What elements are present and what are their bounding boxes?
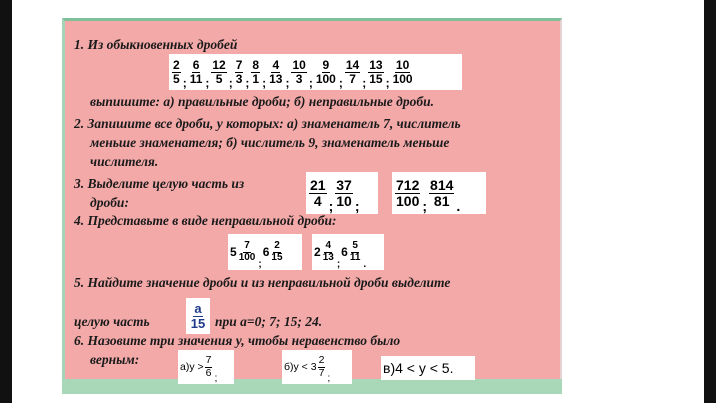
right-black-border: [704, 0, 716, 403]
fraction: $\frac{4}{13}$: [322, 240, 334, 263]
fraction: $\frac{10}{100}$: [392, 57, 413, 86]
fraction: $\frac{6}{11}$: [189, 57, 203, 86]
fraction: $\frac{7}{3}$: [235, 57, 243, 86]
fraction: $\frac{a}{15}$: [190, 300, 206, 331]
fraction: $\frac{2}{7}$: [318, 354, 325, 379]
task-6-line-1: 6. Назовите три значения y, чтобы неравенство было: [74, 333, 401, 348]
task-1-fraction-list: $\frac{2}{5}$ ; $\frac{6}{11}$ ; $\frac{12}{5}$ ; $\frac{7}{3}$ ; $\frac{8}{1}$ ; $\frac{4}{13}$ ; $\frac{10}{3}$ ; $\frac{9}{100}$ ; $\frac{14}{7}$ ; $\frac{13}{15}$ ; $\frac{10}{100}$: [169, 54, 462, 90]
fraction: $\frac{12}{5}$: [212, 57, 226, 86]
fraction: $\frac{9}{100}$: [315, 57, 336, 86]
fraction: $\frac{2}{15}$: [271, 240, 283, 263]
task-6-option-c: в)4 < y < 5.: [381, 356, 475, 380]
task-6-option-b: б)y < 3 $\frac{2}{7}$ ;: [282, 350, 352, 384]
fraction: $\frac{4}{13}$: [269, 57, 283, 86]
fraction: $\frac{7}{6}$: [205, 354, 212, 379]
task-4-text: 4. Представьте в виде неправильной дроби:: [74, 213, 337, 228]
fraction: $\frac{814}{81}$: [430, 176, 454, 209]
fraction: $\frac{8}{1}$: [252, 57, 260, 86]
fraction: $\frac{37}{10}$: [336, 176, 352, 209]
task-3-fraction-group-1: $\frac{21}{4}$ ; $\frac{37}{10}$ ;: [306, 172, 378, 214]
fraction: $\frac{7}{100}$: [238, 240, 256, 263]
task-4-mixed-group-1: 5 $\frac{7}{100}$ ; 6 $\frac{2}{15}$: [228, 234, 302, 270]
task-6-line-2: верным:: [90, 352, 140, 367]
task-1-instruction: выпишите: а) правильные дроби; б) неправильные дроби.: [90, 94, 434, 109]
fraction: $\frac{10}{3}$: [292, 57, 306, 86]
task-4-mixed-group-2: 2 $\frac{4}{13}$ ; 6 $\frac{5}{11}$ .: [312, 234, 384, 270]
task-5-line-1: 5. Найдите значение дроби и из неправильной дроби выделите: [74, 275, 451, 290]
task-6-option-a: а)y > $\frac{7}{6}$ ;: [178, 350, 234, 384]
fraction: $\frac{14}{7}$: [345, 57, 360, 86]
fraction: $\frac{2}{5}$: [173, 57, 180, 86]
fraction: $\frac{5}{11}$: [349, 240, 361, 263]
fraction: $\frac{712}{100}$: [396, 176, 420, 209]
fraction: $\frac{13}{15}$: [369, 57, 383, 86]
left-black-border: [0, 0, 12, 403]
task-3-line-1: 3. Выделите целую часть из: [74, 176, 245, 191]
task-3-fraction-group-2: $\frac{712}{100}$ ; $\frac{814}{81}$ .: [392, 172, 486, 214]
task-5-line-2-end: при a=0; 7; 15; 24.: [215, 314, 323, 329]
task-5-line-2-start: целую часть: [74, 314, 150, 329]
task-1-intro: 1. Из обыкновенных дробей: [74, 37, 238, 52]
task-5-fraction: [186, 298, 210, 334]
task-2-line-3: числителя.: [90, 154, 159, 169]
task-2-line-1: 2. Запишите все дроби, у которых: а) знаменатель 7, числитель: [74, 116, 461, 131]
fraction: $\frac{21}{4}$: [310, 176, 326, 209]
task-2-line-2: меньше знаменателя; б) числитель 9, знаменатель меньше: [90, 135, 450, 150]
task-3-line-2: дроби:: [90, 195, 129, 210]
